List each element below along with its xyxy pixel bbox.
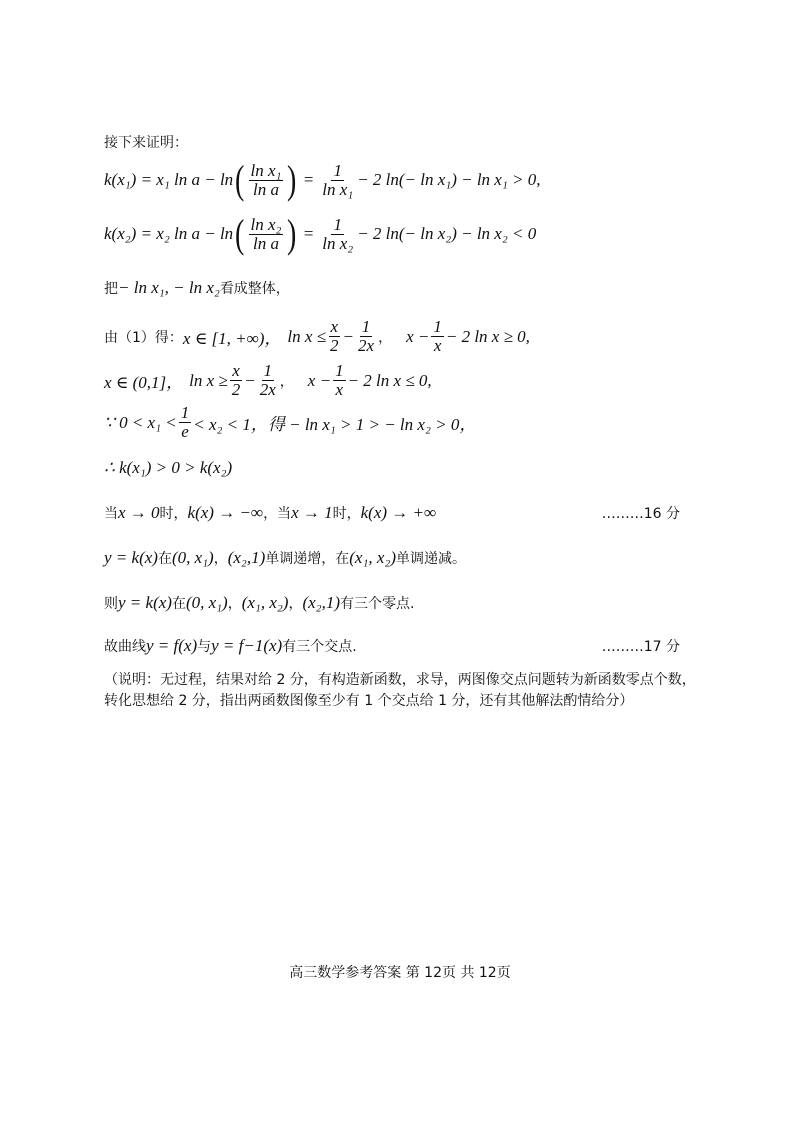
from2-ineq2-b: − 2 ln x ≤ 0, <box>347 370 432 390</box>
zeros-e2: (0, x₁) <box>185 593 228 612</box>
grading-note: （说明：无过程，结果对给 2 分，有构造新函数，求导，两图像交点问题转为新函数零点个数，转化思想给 2 分，指出两函数图像至少有 1 个交点给 1 分，还有其他解法酌情给分） <box>104 672 696 709</box>
from1-f1-den: 2 <box>330 336 339 355</box>
limits-e3: x → 1 <box>291 503 333 522</box>
k1-eq: = <box>302 170 315 189</box>
whole-pre: 把 <box>104 281 118 297</box>
from2-f2-num: 1 <box>263 361 273 380</box>
from1-minus: − <box>342 326 355 346</box>
limits-line <box>104 503 436 523</box>
zeros-t2: 在 <box>171 596 186 612</box>
from2-comma: ， <box>279 373 294 390</box>
from2-minus: − <box>244 370 256 390</box>
from2-frac3 <box>333 362 346 399</box>
from1-f2-den: 2x <box>358 336 375 355</box>
therefore-line: ∴ k(x₁) > 0 > k(x₂) <box>104 458 233 477</box>
k-x1-equation <box>104 157 541 202</box>
mono-e1: y = k(x) <box>104 548 158 567</box>
concl-e2sup: −1 <box>243 636 264 655</box>
k2-frac-num: 1 <box>333 214 342 234</box>
limits-e4: k(x) → +∞ <box>360 503 437 522</box>
mono-t4: 单调递减。 <box>395 551 466 567</box>
whole-post: 看成整体， <box>219 281 290 297</box>
conclusion-line <box>104 636 357 656</box>
mono-t2: ， <box>213 551 228 567</box>
concl-e2b: (x) <box>263 636 283 655</box>
limits-e2: k(x) → −∞ <box>187 503 264 522</box>
from1-frac2 <box>356 318 376 355</box>
mono-e2: (0, x₁) <box>171 548 214 567</box>
limits-t1: 当 <box>104 506 118 522</box>
treat-as-whole-line <box>104 278 290 298</box>
page-footer: 高三数学参考答案 第 12页 共 12页 <box>289 965 511 981</box>
k2-log-arg: ( $\frac{\text{ln x₂}}{\text{ln a}}$ ) <box>235 211 297 256</box>
from1-domain: x ∈ [1, +∞)， <box>182 329 282 348</box>
from2-ineq2-a: x − <box>307 370 332 390</box>
from2-frac2 <box>258 362 278 399</box>
k1-inner-den: ln a <box>252 179 279 199</box>
k1-inner-num: ln x₁ <box>250 160 282 180</box>
concl-e2a: y = f <box>211 636 244 655</box>
zeros-t3: ， <box>227 596 242 612</box>
from-part2-line <box>104 362 432 399</box>
from2-domain: x ∈ (0,1]， <box>104 373 184 392</box>
zeros-e1: y = k(x) <box>118 593 172 612</box>
score-16: ………16 分 <box>601 506 680 522</box>
concl-t1: 故曲线 <box>104 639 146 655</box>
from1-f3-den: x <box>433 336 442 355</box>
because-line <box>104 404 476 441</box>
from1-pre: 由（1）得： <box>104 329 183 346</box>
whole-expr: − ln x₁, − ln x₂ <box>118 278 220 297</box>
limits-t3: ，当 <box>263 506 292 522</box>
k2-eq: = <box>302 224 315 243</box>
zeros-t5: 有三个零点. <box>339 596 415 612</box>
mono-e4: (x₁, x₂) <box>349 548 396 567</box>
k2-fraction <box>320 216 355 253</box>
k2-rhs: − 2 ln(− ln x₂) − ln x₂ < 0 <box>357 224 537 243</box>
zeros-e3: (x₁, x₂) <box>241 593 289 612</box>
k1-log-arg: ( $\frac{\text{ln x₁}}{\text{ln a}}$ ) <box>235 157 297 202</box>
limits-t4: 时， <box>332 506 361 522</box>
monotonicity-line <box>104 548 466 568</box>
from2-f1-den: 2 <box>231 380 241 399</box>
from2-f2-den: 2x <box>259 380 276 399</box>
from2-frac1 <box>230 362 243 399</box>
from1-ineq2-b: − 2 ln x ≥ 0, <box>445 326 530 346</box>
concl-t2: 与 <box>197 639 212 655</box>
k-x2-equation <box>104 211 537 256</box>
k2-inner-den: ln a <box>252 233 279 253</box>
concl-e1: y = f(x) <box>146 636 198 655</box>
zeros-e4: (x₂,1) <box>302 593 340 612</box>
k2-lhs: k(x₂) = x₂ ln a − ln <box>104 224 234 243</box>
because-f-num: 1 <box>180 403 190 422</box>
from1-f3-num: 1 <box>433 317 442 336</box>
k1-frac-den: ln x₁ <box>322 179 354 199</box>
k1-lhs: k(x₁) = x₁ ln a − ln <box>104 170 234 189</box>
score-17: ………17 分 <box>601 639 680 655</box>
because-f-den: e <box>181 422 189 441</box>
from2-f1-num: x <box>232 361 240 380</box>
k1-fraction <box>320 162 355 199</box>
mono-t1: 在 <box>157 551 172 567</box>
intro-line: 接下来证明： <box>104 135 188 151</box>
mono-e3: (x₂,1) <box>227 548 266 567</box>
because-a: ∵ 0 < x₁ < <box>104 412 177 432</box>
because-fraction <box>179 404 192 441</box>
from2-f3-num: 1 <box>335 361 344 380</box>
zeros-t1: 则 <box>104 596 118 612</box>
from2-f3-den: x <box>335 380 344 399</box>
from1-comma: ， <box>378 329 393 346</box>
because-b: < x₂ < 1，得 − ln x₁ > 1 > − ln x₂ > 0， <box>193 415 477 434</box>
from1-frac3 <box>431 318 444 355</box>
zeros-t4: ， <box>288 596 303 612</box>
k1-rhs: − 2 ln(− ln x₁) − ln x₁ > 0, <box>357 170 541 189</box>
from1-ineq1-a: ln x ≤ <box>287 326 327 346</box>
mono-t3: 单调递增，在 <box>265 551 350 567</box>
concl-t3: 有三个交点. <box>282 639 357 655</box>
k2-inner-fraction <box>249 216 284 253</box>
k1-frac-num: 1 <box>333 160 342 180</box>
k1-inner-fraction <box>249 162 284 199</box>
from1-f1-num: x <box>330 317 339 336</box>
from1-frac1 <box>328 318 341 355</box>
from1-f2-num: 1 <box>361 317 371 336</box>
from1-ineq2-a: x − <box>406 326 430 346</box>
zeros-line <box>104 593 414 613</box>
from2-ineq1-a: ln x ≥ <box>189 370 228 390</box>
from-part1-line <box>104 318 530 355</box>
limits-e1: x → 0 <box>118 503 160 522</box>
k2-inner-num: ln x₂ <box>250 214 282 234</box>
limits-t2: 时， <box>159 506 188 522</box>
k2-frac-den: ln x₂ <box>322 233 354 253</box>
